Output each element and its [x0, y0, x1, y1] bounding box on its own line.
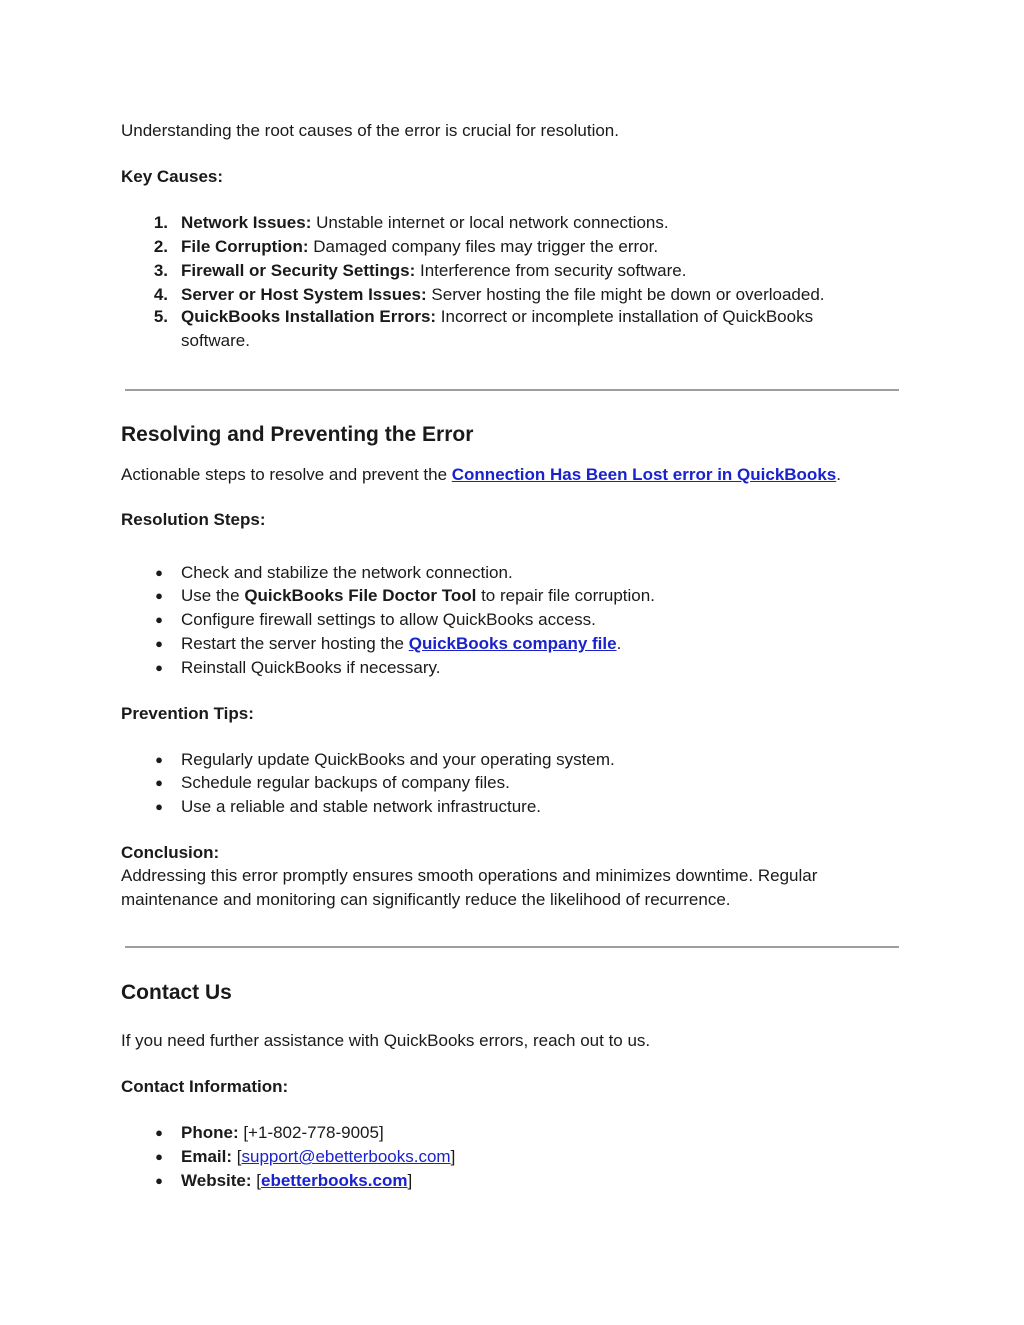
list-item: Schedule regular backups of company files.	[181, 773, 510, 792]
cause-title: Firewall or Security Settings:	[181, 261, 416, 280]
bullet-icon: ●	[155, 660, 163, 675]
bullet-icon: ●	[155, 565, 163, 580]
list-item	[181, 212, 669, 234]
bullet-icon: ●	[155, 1173, 163, 1188]
cause-text: Interference from security software.	[415, 261, 687, 280]
section-divider	[125, 389, 899, 391]
prevention-tips-heading: Prevention Tips:	[121, 704, 254, 723]
cause-text: Incorrect or incomplete installation of QuickBooks	[436, 307, 814, 326]
step-text: Use the	[181, 586, 245, 605]
website-label: Website:	[181, 1171, 252, 1190]
cause-text: Server hosting the file might be down or overloaded.	[426, 285, 825, 304]
email-label: Email:	[181, 1147, 233, 1166]
cause-title: Server or Host System Issues:	[181, 285, 427, 304]
bullet-icon: ●	[155, 636, 163, 651]
list-item	[181, 306, 813, 328]
contact-heading: Contact Us	[121, 981, 232, 1004]
list-number: 1.	[153, 213, 168, 232]
bullet-icon: ●	[155, 612, 163, 627]
list-number: 5.	[153, 307, 168, 326]
bullet-icon: ●	[155, 752, 163, 767]
list-item: Regularly update QuickBooks and your operating system.	[181, 750, 615, 769]
quickbooks-company-file-link[interactable]: QuickBooks company file	[408, 634, 617, 653]
resolving-intro	[121, 464, 841, 486]
bullet-icon: ●	[155, 775, 163, 790]
step-text: to repair file corruption.	[476, 586, 655, 605]
list-number: 2.	[153, 237, 168, 256]
bracket-close: ]	[407, 1171, 413, 1190]
list-item: Use a reliable and stable network infrastructure.	[181, 797, 542, 816]
list-number: 3.	[153, 261, 168, 280]
cause-title: QuickBooks Installation Errors:	[181, 307, 437, 326]
conclusion-heading: Conclusion:	[121, 843, 220, 862]
cause-text: Unstable internet or local network connections.	[311, 213, 669, 232]
list-item	[181, 633, 621, 655]
list-item	[181, 284, 825, 306]
list-item: Configure firewall settings to allow QuickBooks access.	[181, 610, 596, 629]
cause-title: File Corruption:	[181, 237, 309, 256]
file-doctor-tool-name: QuickBooks File Doctor Tool	[244, 586, 477, 605]
list-number: 4.	[153, 285, 168, 304]
cause-text: Damaged company files may trigger the error.	[308, 237, 659, 256]
website-link[interactable]: ebetterbooks.com	[261, 1171, 408, 1190]
resolution-steps-heading: Resolution Steps:	[121, 510, 266, 529]
bullet-icon: ●	[155, 799, 163, 814]
conclusion-line: maintenance and monitoring can significantly reduce the likelihood of recurrence.	[121, 890, 731, 909]
email-item	[181, 1146, 455, 1168]
contact-info-heading: Contact Information:	[121, 1077, 289, 1096]
cause-title: Network Issues:	[181, 213, 312, 232]
resolving-intro-text: Actionable steps to resolve and prevent the	[121, 465, 452, 484]
resolving-heading: Resolving and Preventing the Error	[121, 423, 474, 446]
resolving-intro-end: .	[836, 465, 841, 484]
list-item	[181, 585, 655, 607]
intro-text: Understanding the root causes of the error is crucial for resolution.	[121, 121, 619, 140]
list-item: Check and stabilize the network connection.	[181, 563, 513, 582]
contact-intro: If you need further assistance with QuickBooks errors, reach out to us.	[121, 1031, 651, 1050]
email-link[interactable]: support@ebetterbooks.com	[241, 1147, 451, 1166]
bullet-icon: ●	[155, 1125, 163, 1140]
list-item: Reinstall QuickBooks if necessary.	[181, 658, 441, 677]
step-text: .	[616, 634, 622, 653]
bullet-icon: ●	[155, 588, 163, 603]
section-divider	[125, 946, 899, 948]
key-causes-heading: Key Causes:	[121, 167, 224, 186]
phone-item	[181, 1122, 384, 1144]
list-item-continuation: software.	[181, 331, 250, 350]
phone-label: Phone:	[181, 1123, 239, 1142]
bracket-open: [	[256, 1171, 262, 1190]
step-text: Restart the server hosting the	[181, 634, 409, 653]
website-item	[181, 1170, 412, 1192]
phone-value: [+1-802-778-9005]	[238, 1123, 384, 1142]
list-item	[181, 236, 658, 258]
conclusion-line: Addressing this error promptly ensures smooth operations and minimizes downtime. Regular	[121, 866, 818, 885]
bracket-open: [	[236, 1147, 242, 1166]
bracket-close: ]	[450, 1147, 456, 1166]
list-item	[181, 260, 686, 282]
bullet-icon: ●	[155, 1149, 163, 1164]
connection-lost-error-link[interactable]: Connection Has Been Lost error in QuickBooks	[451, 465, 837, 484]
